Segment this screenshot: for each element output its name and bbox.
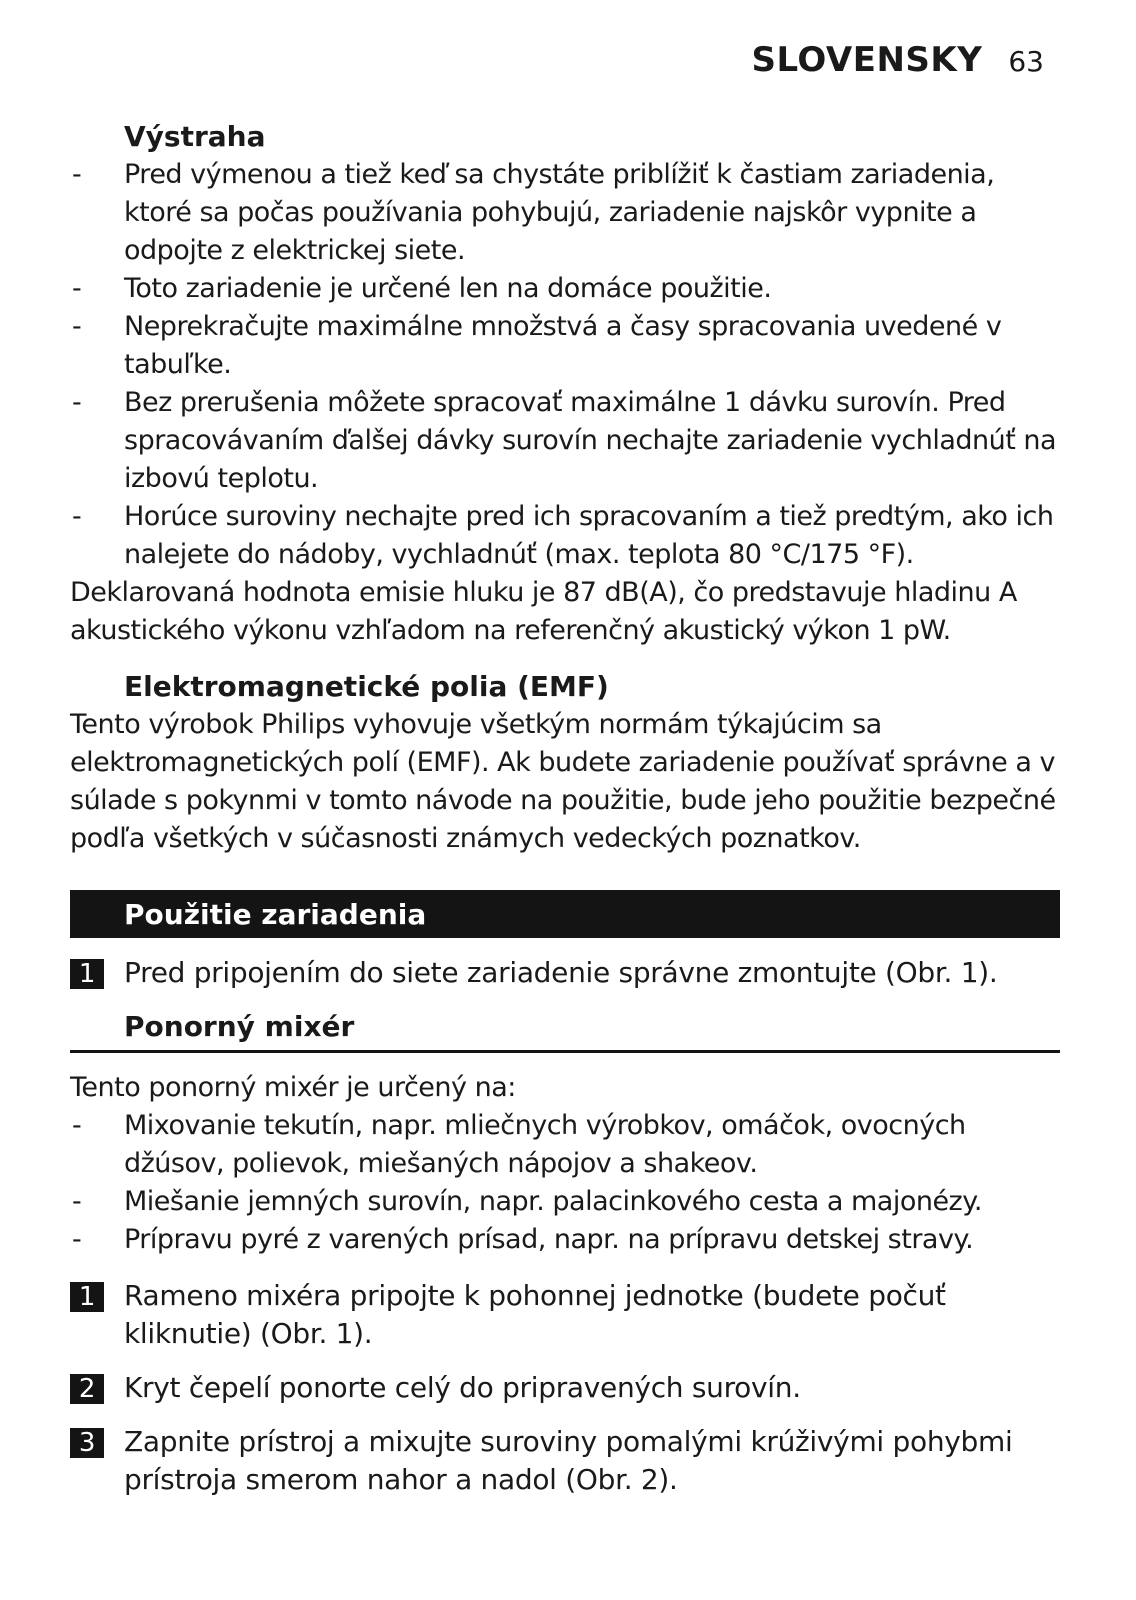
bullet: - (72, 501, 82, 532)
blender-intro: Tento ponorný mixér je určený na: (70, 1072, 516, 1103)
step (70, 954, 1060, 992)
step-text: Zapnite prístroj a mixujte suroviny pomalými krúživými pohybmi prístroja smerom nahor a nadol (Obr. 2). (124, 1425, 1013, 1496)
bullet: - (72, 311, 82, 342)
list-item (70, 1221, 1060, 1259)
bullet: - (72, 387, 82, 418)
section-title: Použitie zariadenia (124, 897, 427, 931)
list-item (70, 1183, 1060, 1221)
page-number: 63 (1008, 45, 1044, 78)
step-text: Kryt čepelí ponorte celý do pripravených surovín. (124, 1371, 801, 1404)
list-item (70, 308, 1060, 384)
page-header (751, 40, 1044, 80)
list-item (70, 384, 1060, 498)
blender-heading: Ponorný mixér (70, 1008, 1060, 1053)
list-item-text: Toto zariadenie je určené len na domáce použitie. (124, 273, 772, 304)
emf-heading: Elektromagnetické polia (EMF) (124, 670, 609, 703)
step-number: 1 (70, 1282, 104, 1312)
bullet: - (72, 1186, 82, 1217)
list-item (70, 270, 1060, 308)
step (70, 1423, 1060, 1499)
bullet: - (72, 1224, 82, 1255)
step-text: Rameno mixéra pripojte k pohonnej jednotke (budete počuť kliknutie) (Obr. 1). (124, 1279, 946, 1350)
list-item-text: Bez prerušenia môžete spracovať maximálne 1 dávku surovín. Pred spracovávaním ďalšej dávky surovín nechajte zariadenie vychladnúť na izbovú teplotu. (124, 387, 1057, 494)
content (70, 118, 1060, 1499)
step-number: 3 (70, 1428, 104, 1458)
step (70, 1369, 1060, 1407)
list-item-text: Miešanie jemných surovín, napr. palacinkového cesta a majonézy. (124, 1186, 982, 1217)
list-item (70, 498, 1060, 574)
emf-paragraph: Tento výrobok Philips vyhovuje všetkým normám týkajúcim sa elektromagnetických polí (EMF). Ak budete zariadenie používať správne a v súlade s pokynmi v tomto návode na použitie, bude jeho použitie bezpečné podľa všetkých v súčasnosti známych vedeckých poznatkov. (70, 709, 1056, 854)
list-item-text: Pred výmenou a tiež keď sa chystáte priblížiť k častiam zariadenia, ktoré sa počas používania pohybujú, zariadenie najskôr vypnite a odpojte z elektrickej siete. (124, 159, 995, 266)
section-bar (70, 890, 1060, 938)
language-label: SLOVENSKY (751, 40, 983, 80)
list-item-text: Mixovanie tekutín, napr. mliečnych výrobkov, omáčok, ovocných džúsov, polievok, miešaných nápojov a shakeov. (124, 1110, 966, 1179)
bullet: - (72, 159, 82, 190)
step-number: 2 (70, 1374, 104, 1404)
list-item-text: Neprekračujte maximálne množstvá a časy spracovania uvedené v tabuľke. (124, 311, 1002, 380)
list-item-text: Prípravu pyré z varených prísad, napr. na prípravu detskej stravy. (124, 1224, 974, 1255)
list-item-text: Horúce suroviny nechajte pred ich spracovaním a tiež predtým, ako ich nalejete do nádoby, vychladnúť (max. teplota 80 °C/175 °F). (124, 501, 1054, 570)
step (70, 1277, 1060, 1353)
noise-paragraph: Deklarovaná hodnota emisie hluku je 87 dB(A), čo predstavuje hladinu A akustického výkonu vzhľadom na referenčný akustický výkon 1 pW. (70, 577, 1017, 646)
step-text: Pred pripojením do siete zariadenie správne zmontujte (Obr. 1). (124, 956, 998, 989)
bullet: - (72, 273, 82, 304)
warning-heading: Výstraha (124, 120, 266, 153)
list-item (70, 1107, 1060, 1183)
step-number: 1 (70, 959, 104, 989)
list-item (70, 156, 1060, 270)
bullet: - (72, 1110, 82, 1141)
